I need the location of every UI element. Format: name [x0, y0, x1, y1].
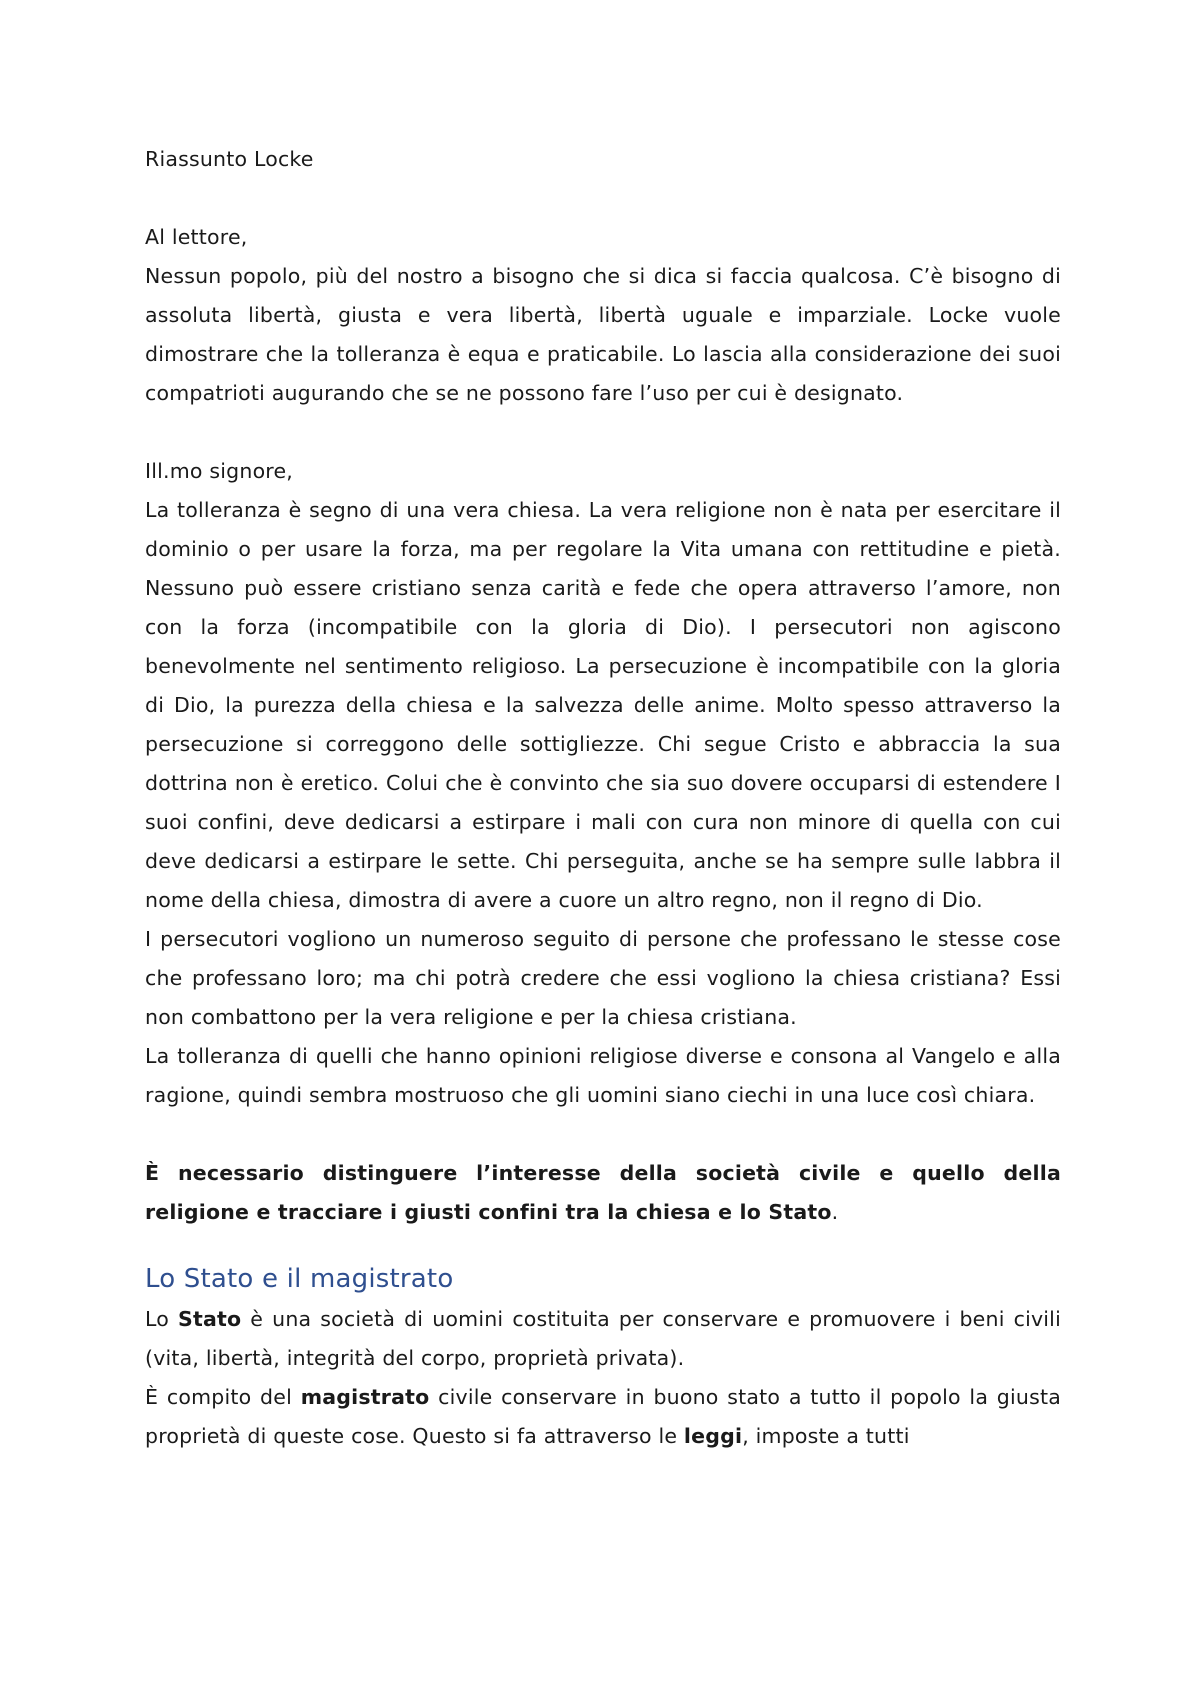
term-leggi: leggi: [683, 1424, 743, 1448]
lettore-paragraph: Nessun popolo, più del nostro a bisogno che si dica si faccia qualcosa. C’è bisogno di assoluta libertà, giusta e vera libertà, libertà uguale e imparziale. Locke vuole dimostrare che la tolleranza è equa e praticabile. Lo lascia alla considerazione dei suoi compatrioti augurando che se ne possono fare l’uso per cui è designato.: [145, 264, 1061, 405]
stato-paragraph-1: [145, 1300, 1061, 1378]
term-magistrato: magistrato: [300, 1385, 430, 1409]
key-statement-bold: È necessario distinguere l’interesse della società civile e quello della religione e tracciare i giusti confini tra la chiesa e lo Stato: [145, 1161, 1061, 1224]
spacer: [145, 1115, 1061, 1154]
document-page: [145, 140, 1061, 1456]
text-run: è una società di uomini costituita per conservare e promuovere i beni civili (vita, libertà, integrità del corpo, proprietà privata).: [145, 1307, 1061, 1370]
text-run: Lo: [145, 1307, 179, 1331]
text-run: civile conservare in buono stato a tutto il popolo la giusta proprietà di queste cose. Questo si fa attraverso le: [145, 1385, 1061, 1448]
signore-paragraph-2: I persecutori vogliono un numeroso seguito di persone che professano le stesse cose che professano loro; ma chi potrà credere che essi vogliono la chiesa cristiana? Essi non combattono per la vera religione e per la chiesa cristiana.: [145, 927, 1061, 1029]
stato-paragraph-2: [145, 1378, 1061, 1456]
text-run: È compito del: [145, 1385, 301, 1409]
spacer: [145, 179, 1061, 218]
spacer: [145, 1232, 1061, 1242]
document-title: Riassunto Locke: [145, 147, 314, 171]
key-statement: [145, 1154, 1061, 1232]
key-statement-end: .: [831, 1200, 839, 1224]
lettore-heading: Al lettore,: [145, 225, 248, 249]
signore-paragraph-1: La tolleranza è segno di una vera chiesa. La vera religione non è nata per esercitare il dominio o per usare la forza, ma per regolare la Vita umana con rettitudine e pietà. Nessuno può essere cristiano senza carità e fede che opera attraverso l’amore, non con la forza (incompatibile con la gloria di Dio). I persecutori non agiscono benevolmente nel sentimento religioso. La persecuzione è incompatibile con la gloria di Dio, la purezza della chiesa e la salvezza delle anime. Molto spesso attraverso la persecuzione si correggono delle sottigliezze. Chi segue Cristo e abbraccia la sua dottrina non è eretico. Colui che è convinto che sia suo dovere occuparsi di estendere I suoi confini, deve dedicarsi a estirpare i mali con cura non minore di quella con cui deve dedicarsi a estirpare le sette. Chi perseguita, anche se ha sempre sulle labbra il nome della chiesa, dimostra di avere a cuore un altro regno, non il regno di Dio.: [145, 498, 1061, 912]
spacer: [145, 413, 1061, 452]
signore-paragraph-3: La tolleranza di quelli che hanno opinioni religiose diverse e consona al Vangelo e alla ragione, quindi sembra mostruoso che gli uomini siano ciechi in una luce così chiara.: [145, 1044, 1061, 1107]
section-heading: Lo Stato e il magistrato: [145, 1264, 454, 1294]
term-stato: Stato: [178, 1307, 242, 1331]
text-run: , imposte a tutti: [742, 1424, 910, 1448]
signore-heading: Ill.mo signore,: [145, 459, 294, 483]
